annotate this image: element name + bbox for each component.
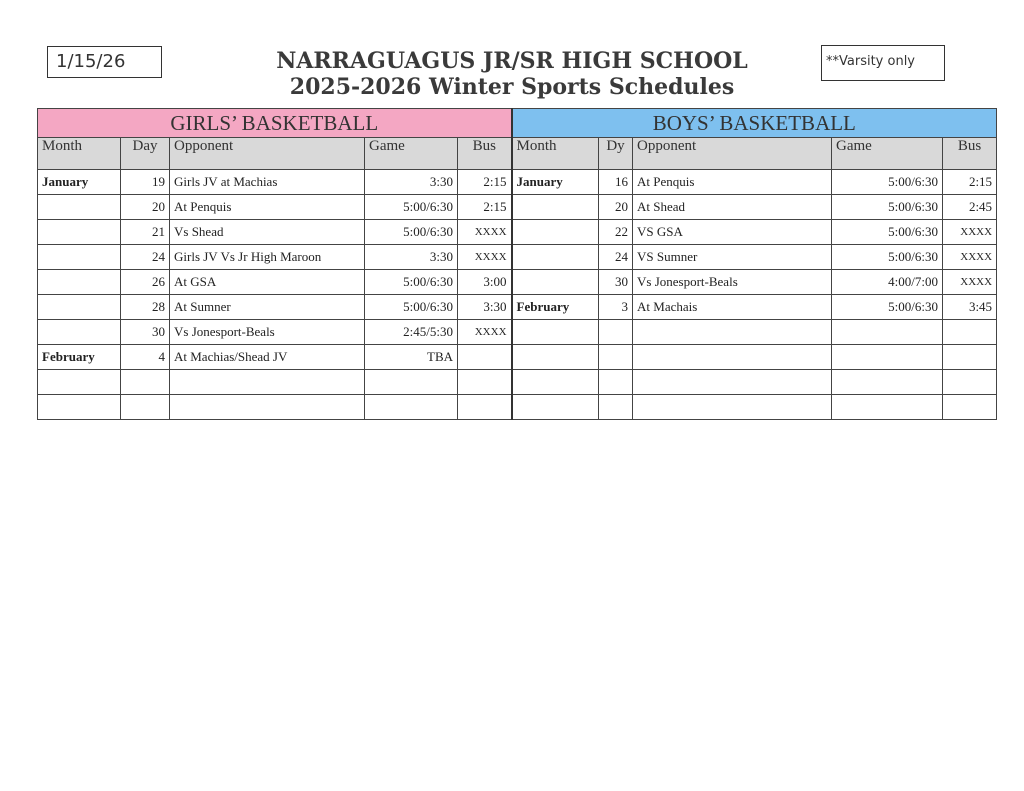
boys-month-cell [512, 220, 599, 245]
boys-bus-cell [943, 345, 997, 370]
boys-day-cell: 20 [599, 195, 633, 220]
girls-bus-cell: XXXX [458, 220, 512, 245]
girls-month-cell: January [38, 170, 121, 195]
girls-bus-cell: 3:00 [458, 270, 512, 295]
boys-game-cell: 5:00/6:30 [832, 295, 943, 320]
girls-day-cell: 21 [121, 220, 170, 245]
boys-bus-cell [943, 320, 997, 345]
boys-month-cell [512, 370, 599, 395]
boys-month-cell [512, 320, 599, 345]
boys-game-cell: 5:00/6:30 [832, 220, 943, 245]
girls-opponent-cell: Vs Jonesport-Beals [170, 320, 365, 345]
girls-day-cell [121, 395, 170, 420]
girls-game-cell: 3:30 [365, 245, 458, 270]
girls-opponent-cell: At Machias/Shead JV [170, 345, 365, 370]
girls-col-bus: Bus [458, 138, 512, 170]
boys-day-cell: 3 [599, 295, 633, 320]
boys-game-cell: 5:00/6:30 [832, 195, 943, 220]
boys-game-cell [832, 320, 943, 345]
boys-game-cell: 5:00/6:30 [832, 170, 943, 195]
girls-col-month: Month [38, 138, 121, 170]
girls-day-cell: 4 [121, 345, 170, 370]
boys-game-cell: 5:00/6:30 [832, 245, 943, 270]
boys-month-cell: February [512, 295, 599, 320]
boys-bus-cell: 2:45 [943, 195, 997, 220]
girls-day-cell: 30 [121, 320, 170, 345]
boys-day-cell [599, 345, 633, 370]
table-row [38, 220, 997, 245]
boys-bus-cell: XXXX [943, 270, 997, 295]
boys-col-game: Game [832, 138, 943, 170]
boys-bus-cell [943, 370, 997, 395]
boys-opponent-cell [633, 345, 832, 370]
table-row [38, 270, 997, 295]
table-row [38, 295, 997, 320]
boys-opponent-cell: VS Sumner [633, 245, 832, 270]
girls-month-cell: February [38, 345, 121, 370]
boys-day-cell: 24 [599, 245, 633, 270]
girls-day-cell: 24 [121, 245, 170, 270]
girls-col-day: Day [121, 138, 170, 170]
girls-month-cell [38, 370, 121, 395]
girls-game-cell: 5:00/6:30 [365, 195, 458, 220]
boys-bus-cell: XXXX [943, 245, 997, 270]
table-row [38, 370, 997, 395]
girls-day-cell: 28 [121, 295, 170, 320]
girls-game-cell [365, 395, 458, 420]
boys-day-cell [599, 320, 633, 345]
girls-month-cell [38, 320, 121, 345]
boys-col-bus: Bus [943, 138, 997, 170]
boys-bus-cell [943, 395, 997, 420]
girls-bus-cell: XXXX [458, 320, 512, 345]
boys-opponent-cell: VS GSA [633, 220, 832, 245]
table-row [38, 170, 997, 195]
boys-game-cell [832, 395, 943, 420]
girls-opponent-cell: At Sumner [170, 295, 365, 320]
girls-bus-cell [458, 395, 512, 420]
boys-opponent-cell: At Machais [633, 295, 832, 320]
girls-opponent-cell: Vs Shead [170, 220, 365, 245]
date-box: 1/15/26 [47, 46, 162, 78]
girls-opponent-cell [170, 395, 365, 420]
boys-opponent-cell: At Shead [633, 195, 832, 220]
table-row [38, 345, 997, 370]
boys-month-cell [512, 270, 599, 295]
girls-month-cell [38, 195, 121, 220]
girls-game-cell: 5:00/6:30 [365, 270, 458, 295]
boys-day-cell: 16 [599, 170, 633, 195]
girls-month-cell [38, 295, 121, 320]
boys-day-cell [599, 395, 633, 420]
boys-game-cell [832, 370, 943, 395]
girls-col-opponent: Opponent [170, 138, 365, 170]
girls-col-game: Game [365, 138, 458, 170]
girls-day-cell: 20 [121, 195, 170, 220]
girls-opponent-cell: Girls JV at Machias [170, 170, 365, 195]
girls-bus-cell: XXXX [458, 245, 512, 270]
boys-game-cell [832, 345, 943, 370]
boys-month-cell [512, 195, 599, 220]
boys-day-cell [599, 370, 633, 395]
boys-game-cell: 4:00/7:00 [832, 270, 943, 295]
boys-day-cell: 22 [599, 220, 633, 245]
girls-month-cell [38, 270, 121, 295]
table-row [38, 195, 997, 220]
girls-bus-cell: 3:30 [458, 295, 512, 320]
boys-month-cell [512, 345, 599, 370]
girls-basketball-heading: GIRLS’ BASKETBALL [38, 109, 512, 138]
boys-bus-cell: XXXX [943, 220, 997, 245]
school-title: NARRAGUAGUS JR/SR HIGH SCHOOL [276, 48, 748, 74]
girls-bus-cell [458, 345, 512, 370]
boys-bus-cell: 2:15 [943, 170, 997, 195]
girls-game-cell: 2:45/5:30 [365, 320, 458, 345]
girls-bus-cell [458, 370, 512, 395]
boys-col-opponent: Opponent [633, 138, 832, 170]
girls-game-cell: TBA [365, 345, 458, 370]
girls-month-cell [38, 245, 121, 270]
girls-bus-cell: 2:15 [458, 170, 512, 195]
table-row [38, 245, 997, 270]
girls-opponent-cell: At GSA [170, 270, 365, 295]
girls-game-cell: 5:00/6:30 [365, 295, 458, 320]
varsity-note: **Varsity only [821, 45, 945, 81]
girls-game-cell [365, 370, 458, 395]
girls-bus-cell: 2:15 [458, 195, 512, 220]
boys-month-cell [512, 395, 599, 420]
girls-opponent-cell: Girls JV Vs Jr High Maroon [170, 245, 365, 270]
boys-opponent-cell [633, 370, 832, 395]
boys-month-cell: January [512, 170, 599, 195]
girls-day-cell: 19 [121, 170, 170, 195]
boys-month-cell [512, 245, 599, 270]
girls-month-cell [38, 220, 121, 245]
boys-opponent-cell: At Penquis [633, 170, 832, 195]
girls-day-cell [121, 370, 170, 395]
schedule-subtitle: 2025-2026 Winter Sports Schedules [289, 74, 735, 100]
table-row [38, 320, 997, 345]
table-row [38, 395, 997, 420]
boys-day-cell: 30 [599, 270, 633, 295]
girls-opponent-cell [170, 370, 365, 395]
boys-opponent-cell [633, 395, 832, 420]
girls-opponent-cell: At Penquis [170, 195, 365, 220]
boys-opponent-cell [633, 320, 832, 345]
boys-opponent-cell: Vs Jonesport-Beals [633, 270, 832, 295]
girls-month-cell [38, 395, 121, 420]
girls-day-cell: 26 [121, 270, 170, 295]
boys-col-month: Month [512, 138, 599, 170]
boys-col-day: Dy [599, 138, 633, 170]
girls-game-cell: 3:30 [365, 170, 458, 195]
girls-game-cell: 5:00/6:30 [365, 220, 458, 245]
boys-bus-cell: 3:45 [943, 295, 997, 320]
schedule-table [37, 108, 997, 420]
boys-basketball-heading: BOYS’ BASKETBALL [512, 109, 997, 138]
